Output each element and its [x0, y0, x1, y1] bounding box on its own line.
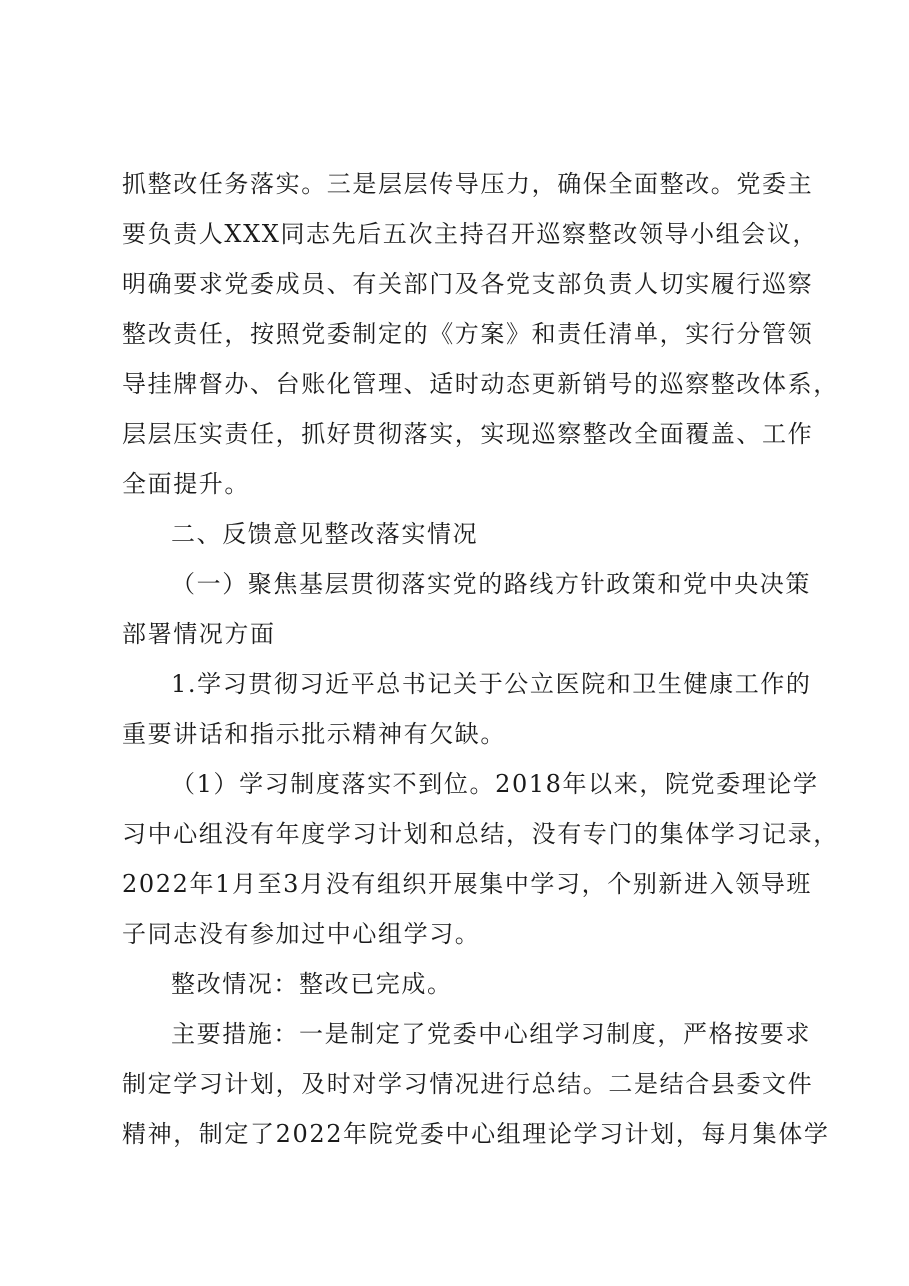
- paragraph-line: 明确要求党委成员、有关部门及各党支部负责人切实履行巡察: [122, 270, 814, 298]
- paragraph-line: 2022年1月至3月没有组织开展集中学习，个别新进入领导班: [122, 870, 813, 898]
- subsection-heading-cont: 部署情况方面: [122, 620, 276, 648]
- paragraph-line: 精神，制定了2022年院党委中心组理论学习计划，每月集体学: [122, 1120, 830, 1148]
- section-heading: 二、反馈意见整改落实情况: [171, 520, 479, 548]
- paragraph-line: 习中心组没有年度学习计划和总结，没有专门的集体学习记录，: [122, 820, 839, 848]
- paragraph-line: 制定学习计划，及时对学习情况进行总结。二是结合县委文件: [122, 1070, 814, 1098]
- paragraph-line: 主要措施：一是制定了党委中心组学习制度，严格按要求: [171, 1020, 811, 1048]
- rectification-status: 整改情况：整改已完成。: [171, 970, 453, 998]
- paragraph-line: 整改责任，按照党委制定的《方案》和责任清单，实行分管领: [122, 320, 814, 348]
- paragraph-line: 全面提升。: [122, 470, 250, 498]
- subsection-heading: （一）聚焦基层贯彻落实党的路线方针政策和党中央决策: [171, 570, 811, 598]
- paragraph-line: 要负责人XXX同志先后五次主持召开巡察整改领导小组会议，: [122, 220, 819, 248]
- paragraph-line: （1）学习制度落实不到位。2018年以来，院党委理论学: [171, 770, 819, 798]
- paragraph-line: 导挂牌督办、台账化管理、适时动态更新销号的巡察整改体系，: [122, 370, 839, 398]
- item-heading: 1.学习贯彻习近平总书记关于公立医院和卫生健康工作的: [171, 670, 812, 698]
- paragraph-line: 层层压实责任，抓好贯彻落实，实现巡察整改全面覆盖、工作: [122, 420, 814, 448]
- paragraph-line: 子同志没有参加过中心组学习。: [122, 920, 481, 948]
- item-heading-cont: 重要讲话和指示批示精神有欠缺。: [122, 720, 506, 748]
- paragraph-line: 抓整改任务落实。三是层层传导压力，确保全面整改。党委主: [122, 170, 814, 198]
